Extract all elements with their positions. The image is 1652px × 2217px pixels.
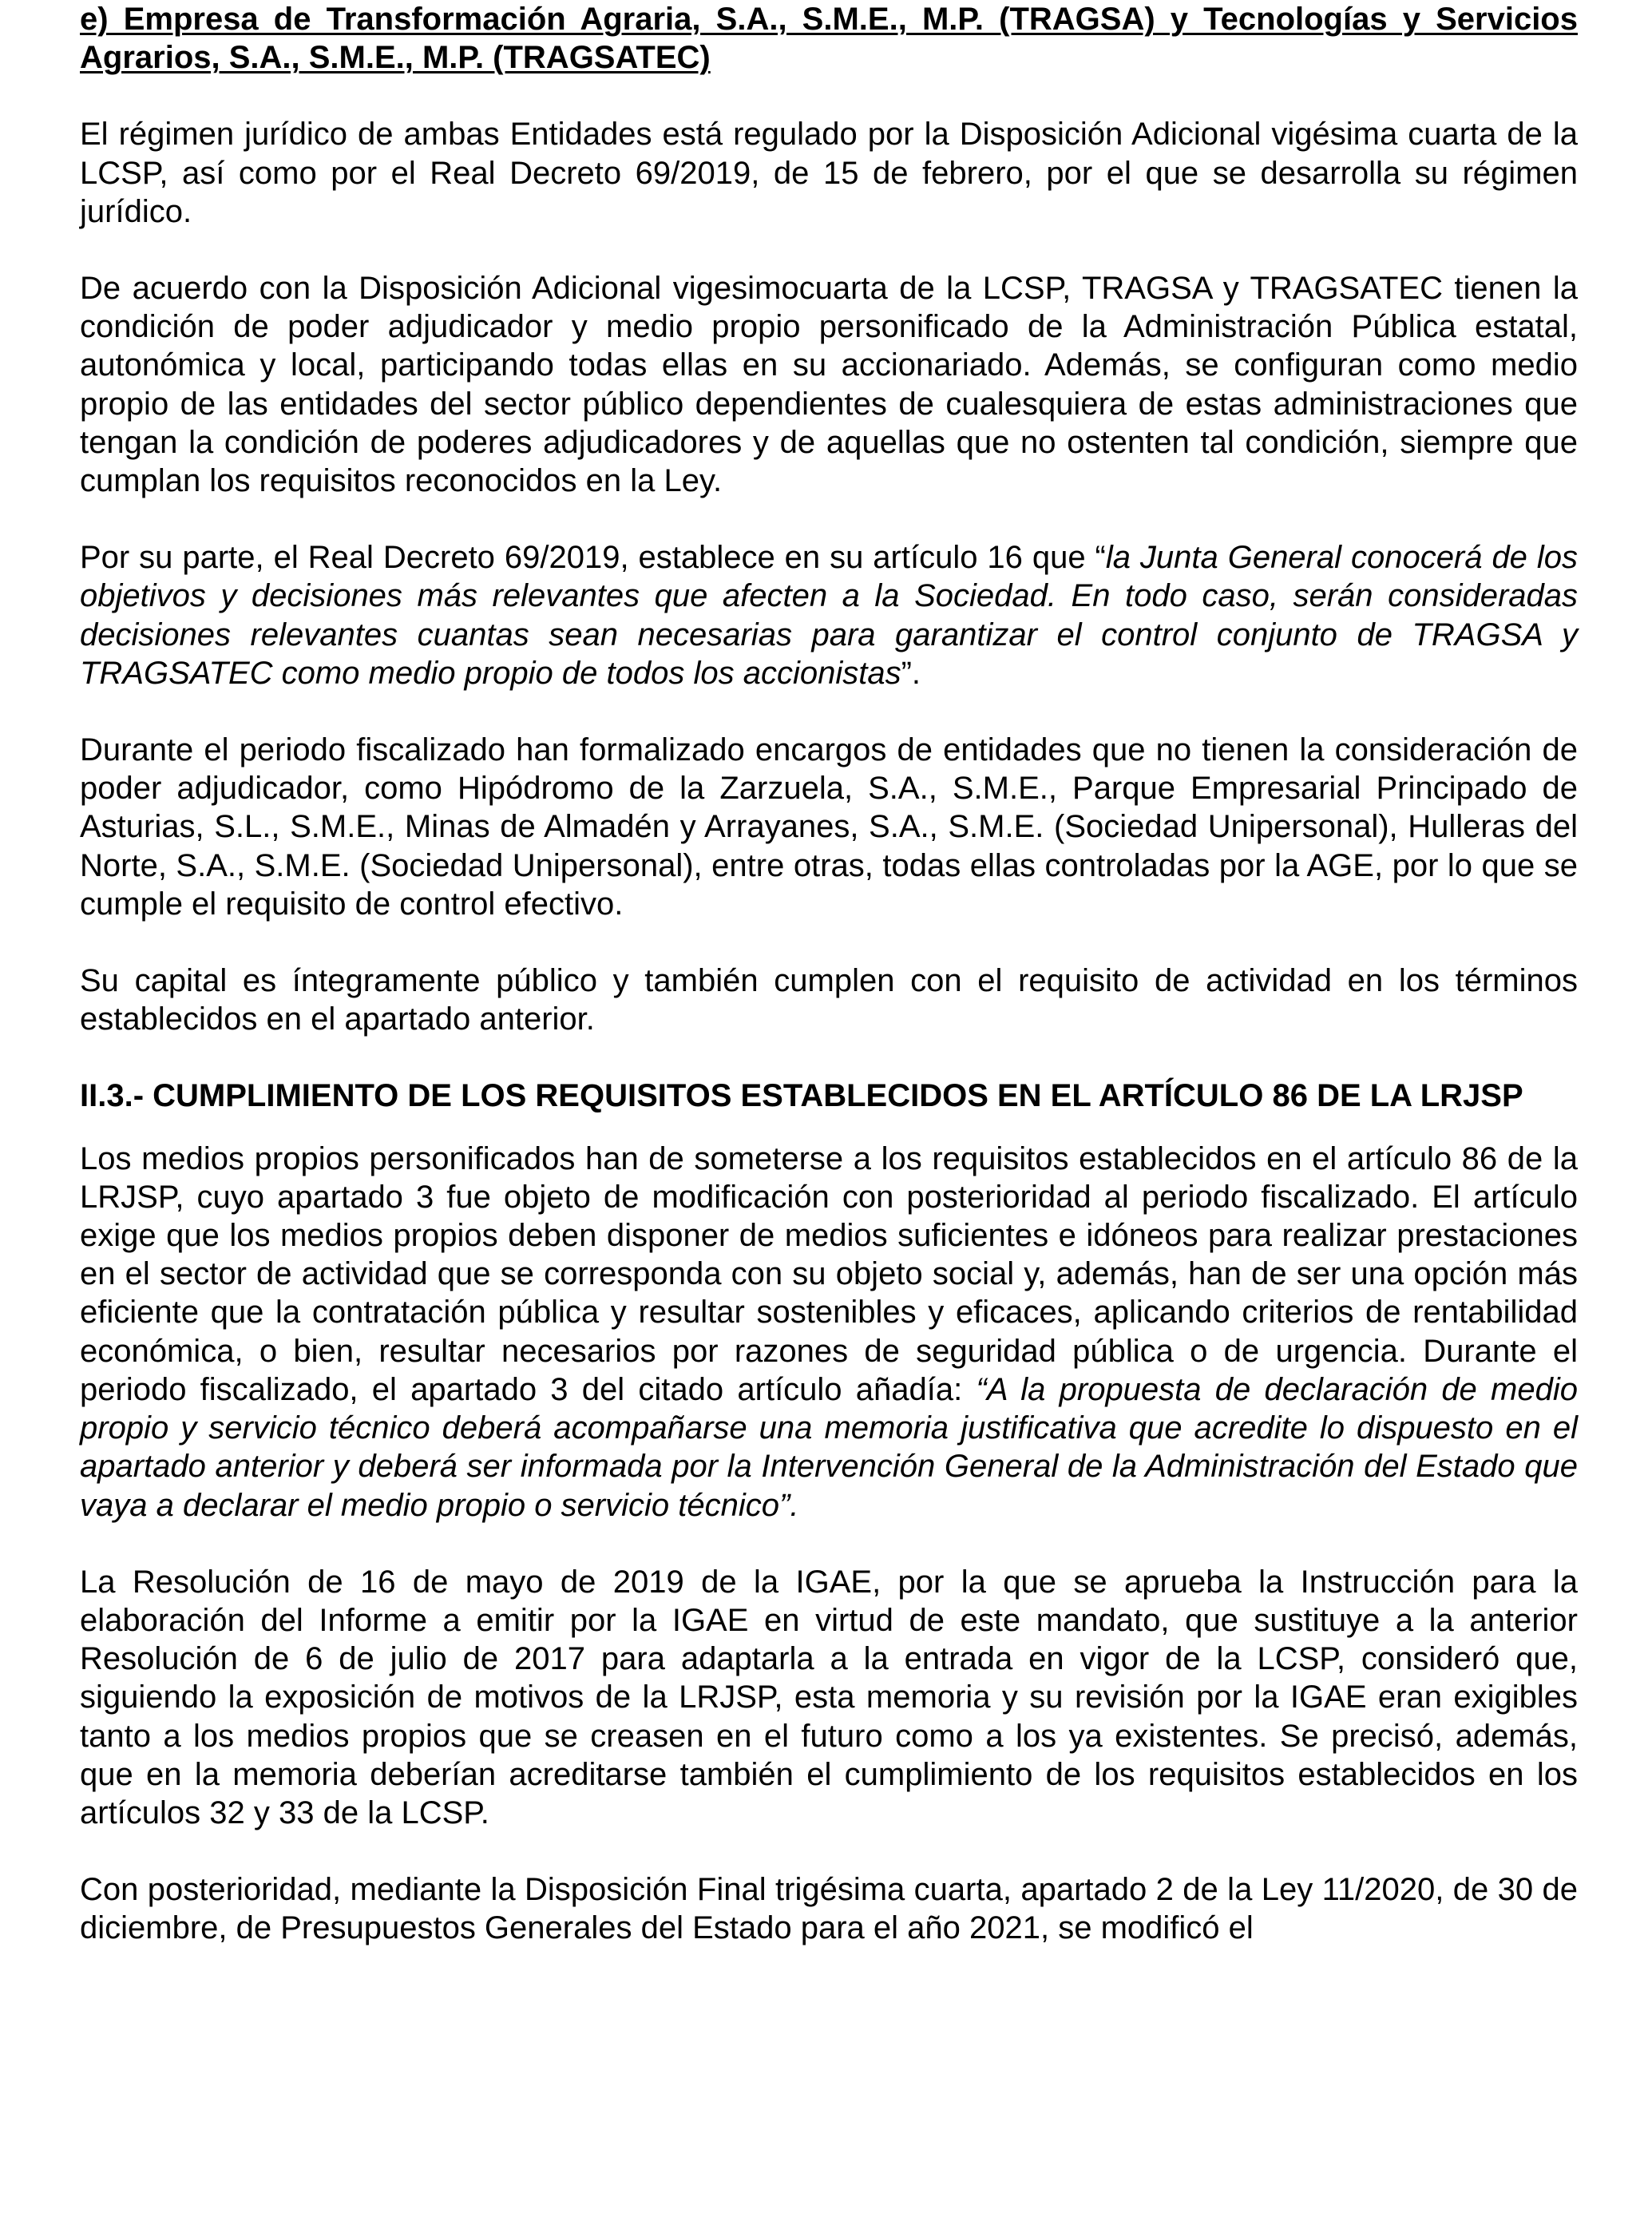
section-e-heading: e) Empresa de Transformación Agraria, S.A., S.M.E., M.P. (TRAGSA) y Tecnologías y Servicios Agrarios, S.A., S.M.E., M.P. (TRAGSATEC) — [80, 2, 1578, 76]
paragraph-real-decreto-quote: la Junta General conocerá de los objetivos y decisiones más relevantes que afecten a la Sociedad. En todo caso, serán consideradas decisiones relevantes cuantas sean necesarias para garantizar el control conjunto de TRAGSA y TRAGSATEC como medio propio de todos los accionistas — [80, 540, 1579, 691]
paragraph-igae-resolution: La Resolución de 16 de mayo de 2019 de la IGAE, por la que se aprueba la Instrucción para la elaboración del Informe a emitir por la IGAE en virtud de este mandato, que sustituye a la anterior Resolución de 6 de julio de 2017 para adaptarla a la entrada en vigor de la LCSP, consideró que, siguiendo la exposición de motivos de la LRJSP, esta memoria y su revisión por la IGAE eran exigibles tanto a los medios propios que se creasen en el futuro como a los ya existentes. Se precisó, además, que en la memoria deberían acreditarse también el cumplimiento de los requisitos establecidos en los artículos 32 y 33 de la LCSP. — [80, 1564, 1578, 1830]
document-page — [80, 0, 1578, 1948]
paragraph-public-capital: Su capital es íntegramente público y también cumplen con el requisito de actividad en los términos establecidos en el apartado anterior. — [80, 963, 1578, 1037]
paragraph-article-86-quote: “A la propuesta de declaración de medio propio y servicio técnico deberá acompañarse una memoria justificativa que acredite lo dispuesto en el apartado anterior y deberá ser informada por la Intervención General de la Administración del Estado que vaya a declarar el medio propio o servicio técnico”. — [80, 1371, 1578, 1523]
section-ii3-heading: II.3.- CUMPLIMIENTO DE LOS REQUISITOS ESTABLECIDOS EN EL ARTÍCULO 86 DE LA LRJSP — [80, 1078, 1523, 1114]
paragraph-final-provision: Con posterioridad, mediante la Disposición Final trigésima cuarta, apartado 2 de la Ley 11/2020, de 30 de diciembre, de Presupuestos Generales del Estado para el año 2021, se modificó el — [80, 1872, 1578, 1946]
paragraph-legal-regime: El régimen jurídico de ambas Entidades está regulado por la Disposición Adicional vigésima cuarta de la LCSP, así como por el Real Decreto 69/2019, de 15 de febrero, por el que se desarrolla su régimen jurídico. — [80, 117, 1578, 229]
paragraph-adjudicating-power: De acuerdo con la Disposición Adicional vigesimocuarta de la LCSP, TRAGSA y TRAGSATEC tienen la condición de poder adjudicador y medio propio personificado de la Administración Pública estatal, autonómica y local, participando todas ellas en su accionariado. Además, se configuran como medio propio de las entidades del sector público dependientes de cualesquiera de estas administraciones que tengan la condición de poderes adjudicadores y de aquellas que no ostenten tal condición, siempre que cumplan los requisitos reconocidos en la Ley. — [80, 271, 1578, 499]
paragraph-article-86 — [80, 1140, 1578, 1525]
paragraph-real-decreto-end: ”. — [901, 655, 921, 691]
paragraph-real-decreto-intro: Por su parte, el Real Decreto 69/2019, establece en su artículo 16 que “ — [80, 540, 1106, 576]
paragraph-real-decreto — [80, 538, 1578, 692]
paragraph-entities-list: Durante el periodo fiscalizado han formalizado encargos de entidades que no tienen la consideración de poder adjudicador, como Hipódromo de la Zarzuela, S.A., S.M.E., Parque Empresarial Principado de Asturias, S.L., S.M.E., Minas de Almadén y Arrayanes, S.A., S.M.E. (Sociedad Unipersonal), Hulleras del Norte, S.A., S.M.E. (Sociedad Unipersonal), entre otras, todas ellas controladas por la AGE, por lo que se cumple el requisito de control efectivo. — [80, 732, 1578, 922]
paragraph-article-86-intro: Los medios propios personificados han de someterse a los requisitos establecidos en el artículo 86 de la LRJSP, cuyo apartado 3 fue objeto de modificación con posterioridad al periodo fiscalizado. El artículo exige que los medios propios deben disponer de medios suficientes e idóneos para realizar prestaciones en el sector de actividad que se corresponda con su objeto social y, además, han de ser una opción más eficiente que la contratación pública y resultar sostenibles y eficaces, aplicando criterios de rentabilidad económica, o bien, resultar necesarios por razones de seguridad pública o de urgencia. Durante el periodo fiscalizado, el apartado 3 del citado artículo añadía: — [80, 1140, 1578, 1407]
